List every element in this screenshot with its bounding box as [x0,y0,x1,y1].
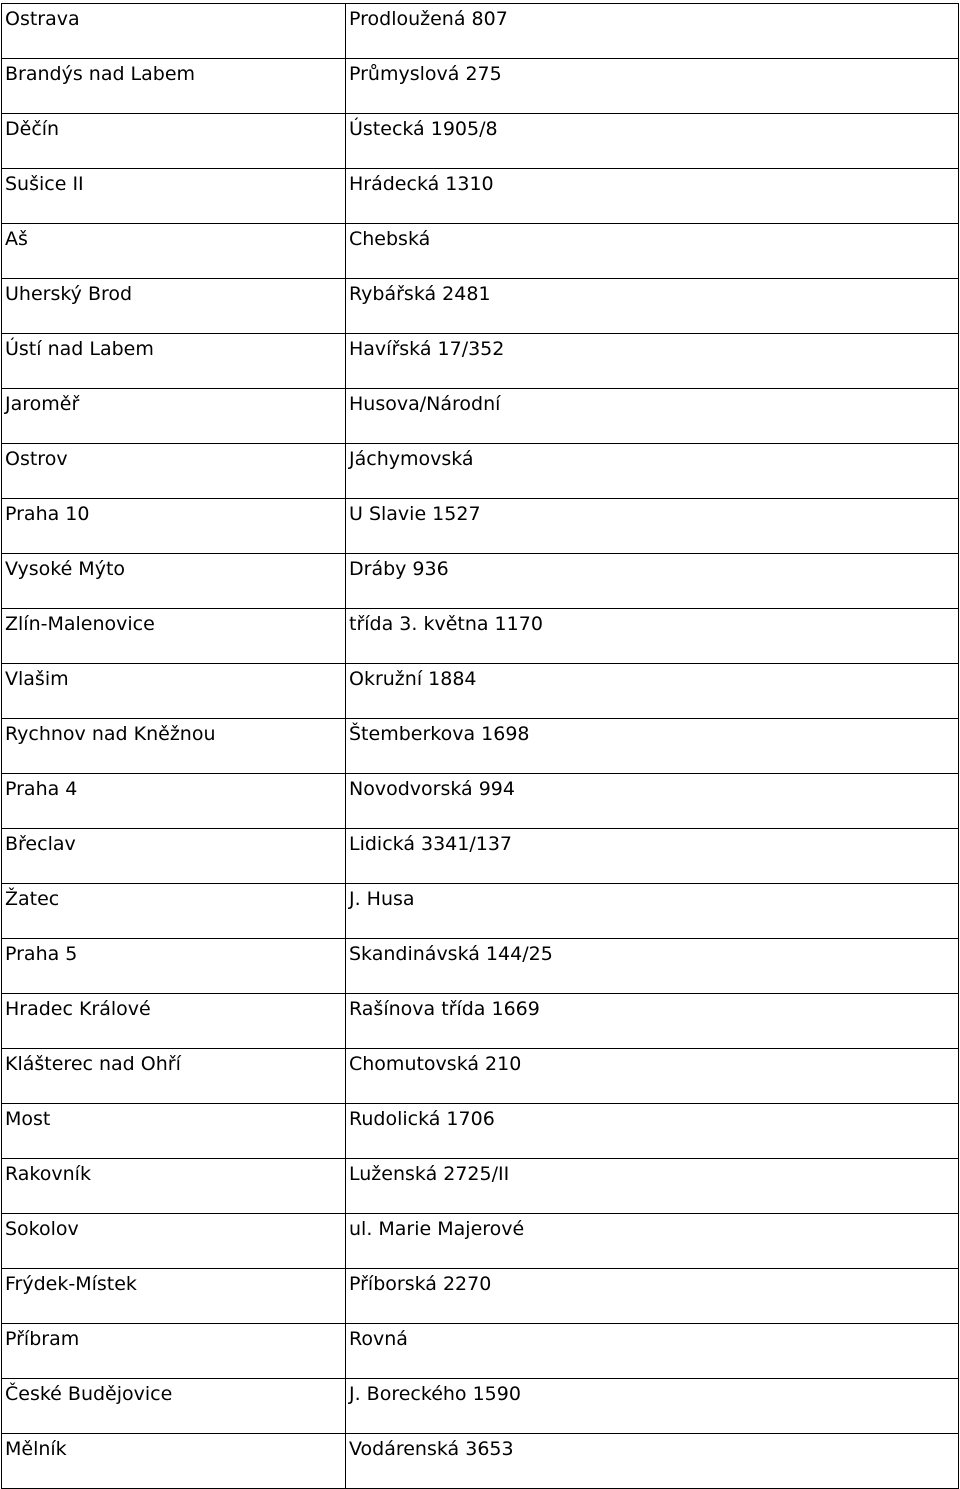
table-row [2,389,959,444]
table-row [2,1379,959,1434]
table-row [2,1434,959,1489]
city-cell: Praha 4 [2,774,346,829]
street-cell: Chomutovská 210 [346,1049,959,1104]
address-table [1,3,959,1489]
street-cell: třída 3. května 1170 [346,609,959,664]
city-cell: Aš [2,224,346,279]
street-cell: J. Boreckého 1590 [346,1379,959,1434]
street-cell: Ústecká 1905/8 [346,114,959,169]
street-cell: Příborská 2270 [346,1269,959,1324]
city-cell: Mělník [2,1434,346,1489]
city-cell: Vysoké Mýto [2,554,346,609]
table-row [2,554,959,609]
city-cell: Rychnov nad Kněžnou [2,719,346,774]
city-cell: Sokolov [2,1214,346,1269]
table-row [2,444,959,499]
table-row [2,1269,959,1324]
table-row [2,939,959,994]
street-cell: Vodárenská 3653 [346,1434,959,1489]
table-row [2,609,959,664]
street-cell: Rudolická 1706 [346,1104,959,1159]
street-cell: Luženská 2725/II [346,1159,959,1214]
street-cell: Prodloužená 807 [346,4,959,59]
street-cell: U Slavie 1527 [346,499,959,554]
city-cell: Děčín [2,114,346,169]
table-row [2,4,959,59]
street-cell: Novodvorská 994 [346,774,959,829]
table-row [2,334,959,389]
city-cell: Ostrava [2,4,346,59]
table-row [2,884,959,939]
street-cell: Rovná [346,1324,959,1379]
street-cell: Skandinávská 144/25 [346,939,959,994]
street-cell: Štemberkova 1698 [346,719,959,774]
street-cell: Chebská [346,224,959,279]
table-row [2,499,959,554]
table-row [2,664,959,719]
street-cell: Průmyslová 275 [346,59,959,114]
street-cell: ul. Marie Majerové [346,1214,959,1269]
table-row [2,829,959,884]
city-cell: Ostrov [2,444,346,499]
street-cell: Hrádecká 1310 [346,169,959,224]
city-cell: Praha 10 [2,499,346,554]
city-cell: Žatec [2,884,346,939]
street-cell: Okružní 1884 [346,664,959,719]
table-row [2,719,959,774]
city-cell: Klášterec nad Ohří [2,1049,346,1104]
city-cell: Rakovník [2,1159,346,1214]
city-cell: České Budějovice [2,1379,346,1434]
table-row [2,1049,959,1104]
city-cell: Příbram [2,1324,346,1379]
table-row [2,994,959,1049]
street-cell: Rašínova třída 1669 [346,994,959,1049]
city-cell: Sušice II [2,169,346,224]
city-cell: Hradec Králové [2,994,346,1049]
table-row [2,774,959,829]
street-cell: Havířská 17/352 [346,334,959,389]
table-row [2,169,959,224]
table-row [2,1104,959,1159]
city-cell: Most [2,1104,346,1159]
street-cell: Lidická 3341/137 [346,829,959,884]
street-cell: Dráby 936 [346,554,959,609]
street-cell: Jáchymovská [346,444,959,499]
table-row [2,114,959,169]
table-row [2,1159,959,1214]
city-cell: Uherský Brod [2,279,346,334]
street-cell: Husova/Národní [346,389,959,444]
address-table-body [2,4,959,1489]
city-cell: Brandýs nad Labem [2,59,346,114]
street-cell: Rybářská 2481 [346,279,959,334]
table-row [2,1214,959,1269]
table-row [2,279,959,334]
city-cell: Ústí nad Labem [2,334,346,389]
city-cell: Zlín-Malenovice [2,609,346,664]
city-cell: Jaroměř [2,389,346,444]
city-cell: Břeclav [2,829,346,884]
table-row [2,59,959,114]
city-cell: Vlašim [2,664,346,719]
city-cell: Praha 5 [2,939,346,994]
city-cell: Frýdek-Místek [2,1269,346,1324]
table-row [2,1324,959,1379]
table-row [2,224,959,279]
street-cell: J. Husa [346,884,959,939]
